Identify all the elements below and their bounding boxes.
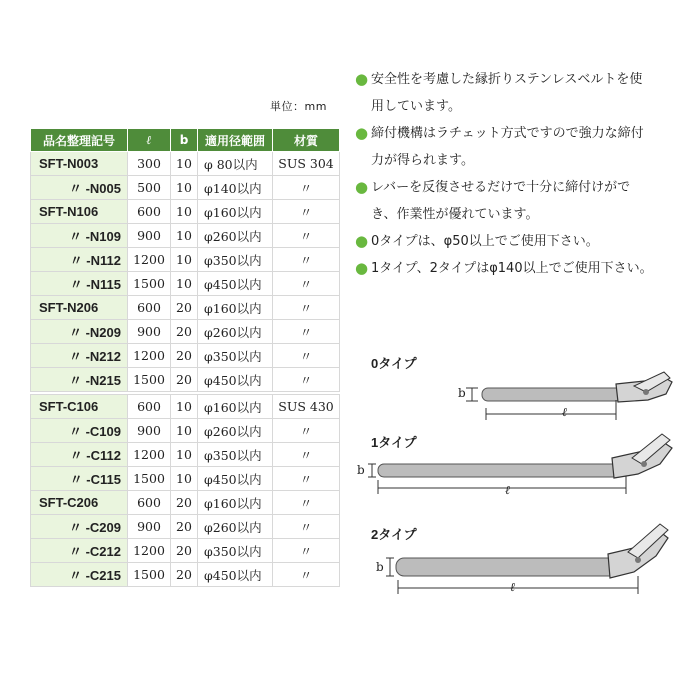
cell-diameter: φ160以内 xyxy=(198,296,273,320)
bullet-icon: ● xyxy=(355,178,369,196)
note-item xyxy=(355,174,655,228)
cell-diameter: φ160以内 xyxy=(198,395,273,419)
table-row xyxy=(31,248,340,272)
header-material: 材質 xyxy=(273,129,340,152)
cell-length: 600 xyxy=(128,395,171,419)
type0-l-label: ℓ xyxy=(562,405,567,419)
cell-material: 〃 xyxy=(273,176,340,200)
cell-width: 20 xyxy=(171,296,198,320)
type1-band-illustration xyxy=(356,430,686,500)
type1-b-label: b xyxy=(357,463,365,477)
cell-length: 900 xyxy=(128,419,171,443)
cell-width: 20 xyxy=(171,539,198,563)
type2-b-label: b xyxy=(376,560,384,574)
cell-code: SFT-N206 xyxy=(31,296,128,320)
cell-length: 600 xyxy=(128,200,171,224)
cell-width: 10 xyxy=(171,224,198,248)
note-text: 0タイプは、φ50以上でご使用下さい。 xyxy=(371,234,599,249)
header-length: ℓ xyxy=(128,129,171,152)
cell-material: 〃 xyxy=(273,368,340,392)
note-text: 安全性を考慮した縁折りステンレスベルトを使用しています。 xyxy=(371,72,643,114)
cell-diameter: φ260以内 xyxy=(198,515,273,539)
note-item xyxy=(355,255,655,282)
cell-length: 900 xyxy=(128,515,171,539)
cell-length: 300 xyxy=(128,152,171,176)
unit-label: 単位：mm xyxy=(270,100,327,113)
cell-code: 〃 -C212 xyxy=(31,539,128,563)
cell-code: 〃 -C112 xyxy=(31,443,128,467)
cell-material: 〃 xyxy=(273,320,340,344)
cell-length: 1200 xyxy=(128,443,171,467)
cell-width: 20 xyxy=(171,320,198,344)
table-row xyxy=(31,272,340,296)
spec-table-body xyxy=(31,152,340,587)
cell-material: 〃 xyxy=(273,200,340,224)
cell-diameter: φ350以内 xyxy=(198,539,273,563)
bullet-icon: ● xyxy=(355,124,369,142)
cell-width: 10 xyxy=(171,200,198,224)
cell-length: 500 xyxy=(128,176,171,200)
cell-diameter: φ350以内 xyxy=(198,443,273,467)
cell-material: SUS 430 xyxy=(273,395,340,419)
table-row xyxy=(31,200,340,224)
cell-length: 600 xyxy=(128,296,171,320)
cell-width: 20 xyxy=(171,491,198,515)
type2-band-illustration xyxy=(376,520,676,600)
bullet-icon: ● xyxy=(355,259,369,277)
table-row xyxy=(31,152,340,176)
cell-material: 〃 xyxy=(273,491,340,515)
table-row xyxy=(31,320,340,344)
cell-diameter: φ160以内 xyxy=(198,200,273,224)
table-row xyxy=(31,224,340,248)
cell-material: 〃 xyxy=(273,248,340,272)
cell-diameter: φ450以内 xyxy=(198,563,273,587)
cell-material: 〃 xyxy=(273,224,340,248)
cell-width: 20 xyxy=(171,344,198,368)
cell-diameter: φ140以内 xyxy=(198,176,273,200)
cell-code: 〃 -N215 xyxy=(31,368,128,392)
cell-code: 〃 -C209 xyxy=(31,515,128,539)
type2-title: 2タイプ xyxy=(371,527,417,542)
note-item xyxy=(355,228,655,255)
bullet-icon: ● xyxy=(355,232,369,250)
cell-width: 10 xyxy=(171,248,198,272)
table-row xyxy=(31,395,340,419)
feature-notes xyxy=(355,66,655,282)
cell-length: 900 xyxy=(128,224,171,248)
cell-material: SUS 304 xyxy=(273,152,340,176)
cell-code: 〃 -N212 xyxy=(31,344,128,368)
type0-title: 0タイプ xyxy=(371,356,417,371)
table-row xyxy=(31,344,340,368)
cell-diameter: φ450以内 xyxy=(198,272,273,296)
cell-length: 1500 xyxy=(128,467,171,491)
cell-length: 1200 xyxy=(128,248,171,272)
cell-code: 〃 -N112 xyxy=(31,248,128,272)
cell-width: 10 xyxy=(171,395,198,419)
note-text: 1タイプ、2タイプはφ140以上でご使用下さい。 xyxy=(371,261,653,276)
cell-width: 10 xyxy=(171,443,198,467)
type1-title: 1タイプ xyxy=(371,435,417,450)
cell-width: 20 xyxy=(171,368,198,392)
cell-material: 〃 xyxy=(273,419,340,443)
type2-l-label: ℓ xyxy=(510,580,515,594)
cell-code: 〃 -N209 xyxy=(31,320,128,344)
table-row xyxy=(31,563,340,587)
table-row xyxy=(31,443,340,467)
cell-material: 〃 xyxy=(273,467,340,491)
cell-width: 20 xyxy=(171,563,198,587)
table-row xyxy=(31,419,340,443)
cell-length: 600 xyxy=(128,491,171,515)
cell-diameter: φ350以内 xyxy=(198,344,273,368)
cell-width: 10 xyxy=(171,272,198,296)
cell-code: SFT-N106 xyxy=(31,200,128,224)
cell-width: 20 xyxy=(171,515,198,539)
table-row xyxy=(31,296,340,320)
type0-b-label: b xyxy=(458,386,466,400)
cell-code: 〃 -C115 xyxy=(31,467,128,491)
cell-diameter: φ 80以内 xyxy=(198,152,273,176)
cell-length: 1500 xyxy=(128,368,171,392)
cell-code: 〃 -N005 xyxy=(31,176,128,200)
type1-l-label: ℓ xyxy=(505,483,510,497)
cell-width: 10 xyxy=(171,176,198,200)
cell-diameter: φ160以内 xyxy=(198,491,273,515)
cell-material: 〃 xyxy=(273,344,340,368)
cell-diameter: φ260以内 xyxy=(198,320,273,344)
header-diameter: 適用径範囲 xyxy=(198,129,273,152)
cell-code: 〃 -C215 xyxy=(31,563,128,587)
cell-diameter: φ260以内 xyxy=(198,224,273,248)
cell-material: 〃 xyxy=(273,539,340,563)
header-width: b xyxy=(171,129,198,152)
cell-diameter: φ450以内 xyxy=(198,368,273,392)
cell-material: 〃 xyxy=(273,563,340,587)
table-row xyxy=(31,515,340,539)
cell-material: 〃 xyxy=(273,296,340,320)
cell-code: 〃 -C109 xyxy=(31,419,128,443)
note-item xyxy=(355,120,655,174)
cell-length: 1500 xyxy=(128,272,171,296)
table-row xyxy=(31,368,340,392)
table-row xyxy=(31,176,340,200)
cell-width: 10 xyxy=(171,152,198,176)
cell-code: SFT-C206 xyxy=(31,491,128,515)
bullet-icon: ● xyxy=(355,70,369,88)
cell-material: 〃 xyxy=(273,272,340,296)
cell-diameter: φ260以内 xyxy=(198,419,273,443)
cell-width: 10 xyxy=(171,467,198,491)
spec-table xyxy=(30,128,340,587)
header-code: 品名整理記号 xyxy=(31,129,128,152)
cell-material: 〃 xyxy=(273,443,340,467)
cell-diameter: φ350以内 xyxy=(198,248,273,272)
note-item xyxy=(355,66,655,120)
cell-material: 〃 xyxy=(273,515,340,539)
cell-diameter: φ450以内 xyxy=(198,467,273,491)
cell-width: 10 xyxy=(171,419,198,443)
table-row xyxy=(31,539,340,563)
table-row xyxy=(31,491,340,515)
cell-length: 1200 xyxy=(128,344,171,368)
note-text: 締付機構はラチェット方式ですので強力な締付力が得られます。 xyxy=(371,126,644,168)
note-text: レバーを反復させるだけで十分に締付けができ、作業性が優れています。 xyxy=(371,180,631,222)
cell-code: SFT-N003 xyxy=(31,152,128,176)
cell-code: 〃 -N115 xyxy=(31,272,128,296)
cell-length: 1200 xyxy=(128,539,171,563)
spec-table-header xyxy=(31,129,340,152)
cell-length: 900 xyxy=(128,320,171,344)
table-row xyxy=(31,467,340,491)
cell-code: 〃 -N109 xyxy=(31,224,128,248)
cell-length: 1500 xyxy=(128,563,171,587)
cell-code: SFT-C106 xyxy=(31,395,128,419)
